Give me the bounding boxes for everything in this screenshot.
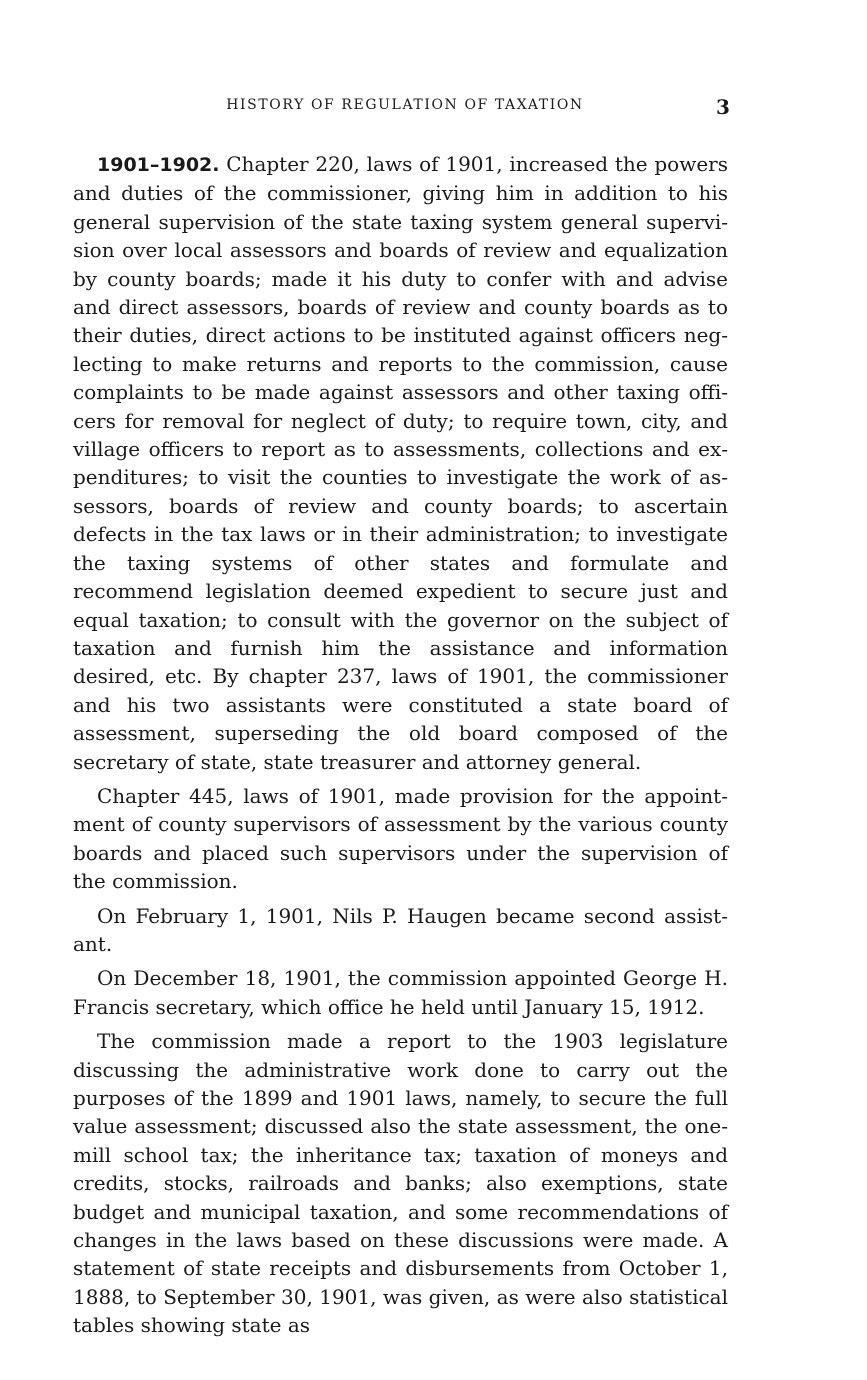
- paragraph-lead: 1901–1902.: [97, 154, 220, 176]
- paragraph-text: Chapter 445, laws of 1901, made provision for the appointment of county supervisors of assessment by the various county boards and placed such supervisors under the supervision of the commission.: [73, 783, 728, 894]
- paragraph-1: [73, 150, 728, 776]
- running-head: [0, 97, 867, 121]
- running-title: HISTORY OF REGULATION OF TAXATION: [226, 97, 584, 113]
- paragraph-3: [73, 902, 728, 959]
- paragraph-text: Chapter 220, laws of 1901, increased the powers and duties of the commissioner, giving him in addition to his general supervision of the state taxing system general supervision over local assessors and boards of review and equalization by county boards; made it his duty to confer with and advise and direct assessors, boards of review and county boards as to their duties, direct actions to be instituted against officers neglecting to make returns and reports to the commission, cause complaints to be made against assessors and other taxing officers for removal for neglect of duty; to require town, city, and village officers to report as to assessments, collections and expenditures; to visit the counties to investigate the work of assessors, boards of review and county boards; to ascertain defects in the tax laws or in their administration; to investigate the taxing systems of other states and formulate and recommend legislation deemed expedient to secure just and equal taxation; to consult with the governor on the subject of taxation and furnish him the assistance and information desired, etc. By chapter 237, laws of 1901, the commissioner and his two assistants were constituted a state board of assessment, superseding the old board composed of the secretary of state, state treasurer and attorney general.: [73, 152, 728, 774]
- paragraph-5: [73, 1027, 728, 1339]
- paragraph-4: [73, 964, 728, 1021]
- paragraph-text: The commission made a report to the 1903 legislature discussing the administrative work done to carry out the purposes of the 1899 and 1901 laws, namely, to secure the full value assessment; discussed also the state assessment, the one-mill school tax; the inheritance tax; taxation of moneys and credits, stocks, railroads and banks; also exemptions, state budget and municipal taxation, and some recommendations of changes in the laws based on these discussions were made. A statement of state receipts and disbursements from October 1, 1888, to September 30, 1901, was given, as were also statistical tables showing state as: [73, 1029, 728, 1338]
- paragraph-2: [73, 782, 728, 896]
- paragraph-text: On February 1, 1901, Nils P. Haugen became second assistant.: [73, 903, 728, 956]
- paragraph-text: On December 18, 1901, the commission appointed George H. Francis secretary, which office he held until January 15, 1912.: [73, 966, 728, 1019]
- body-text: [73, 150, 728, 1346]
- page-number: 3: [716, 95, 730, 119]
